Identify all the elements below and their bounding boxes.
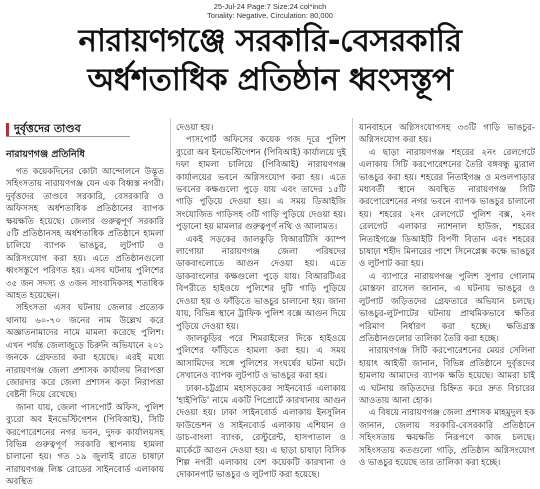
kicker-text: দুর্বৃত্তদের তাণ্ডব (14, 122, 81, 135)
headline-line-1: নারায়ণগঞ্জে সরকারি-বেসরকারি (78, 23, 462, 59)
kicker-rule (6, 136, 130, 137)
paragraph: সহিংসতা এসব ঘটনায় জেলার প্রত্যেক থানায় ৬০-৭০ জনের নাম উল্লেখ করে অজ্ঞাতনামাদের নামে মামলা করেছে পুলিশ। এখন পর্যন্ত জেলাজুড়ে চিরুনি অভিযানে ২০১ জনকে গ্রেফতার করা হয়েছে। এরই মধ্যে নারায়ণগঞ্জ জেলা প্রশাসক কার্যালয় নিরাপত্তা জোরদার করে জেলা প্রশাসন কড়া নিরাপত্তা বেষ্টনী দিয়ে রেখেছে। (6, 303, 164, 401)
paragraph: জালকুড়ির পরে শিমরাইলের দিকে হাইওয়ে পুলিশের ফাঁড়িতে হামলা করা হয়। এ সময় আসামিদের সঙ্গে পুলিশের সংঘর্ষের ঘটনা ঘটে। সেখানেও ব্যাপক লুটপাট ও ভাঙচুর করা হয়। (176, 333, 346, 382)
meta-line-1: 25-Jul-24 Page:7 Size:24 col*inch (213, 2, 327, 11)
paragraph: জানা যায়, জেলা পাসপোর্ট অফিস, পুলিশ ব্যুরো অব ইনভেস্টিগেশন (পিবিআই), সিটি করপোরেশনের নগর ভবন, দুদক কার্যালয়সহ বিভিন্ন গুরুত্বপূর্ণ সরকারি স্থাপনায় হামলা চালানো হয়। গত ১৯ জুলাই রাতে চাষাঢ়া নারায়ণগঞ্জ লিঙ্ক রোডের সাইনবোর্ড এলাকায় অবস্থিত (6, 402, 164, 488)
paragraph: একই সড়কের জালকুড়ি বিআরটিসি ক্যাম্প লাগোয়া নারায়ণগঞ্জ জেলা পরিষদের ডাকবাংলোতে আগুন দেওয়া হয়। এতে ডাকবাংলোর কক্ষগুলো পুড়ে যায়। বিআরটিএর বিপরীতে হাইওয়ে পুলিশের দুটি গাড়ি পুড়িয়ে দেওয়া হয় ও ফাঁড়িতে ভাঙচুর চালানো হয়। জানা যায়, বিভিন্ন স্থানে ট্রাফিক পুলিশ বক্সে আগুন দিয়ে পুড়িয়ে দেওয়া হয়। (176, 234, 346, 332)
article-column-1 (6, 166, 164, 488)
meta-line-2: Tonality: Negative, Circulation: 80,000 (207, 11, 333, 20)
article-column-3 (359, 122, 535, 468)
paragraph: পাসপোর্ট অফিসের কয়েক গজ দূরে পুলিশ ব্যুরো অব ইনভেস্টিগেশন (পিবিআই) কার্যালয়ে দুই দফা হামলা চালিয়ে (পিবিআই) নারায়ণগঞ্জ কার্যালয়ের ভবনে অগ্নিসংযোগ করা হয়। এতে ভবনের কক্ষগুলো পুড়ে যায় এবং তাদের ১৫টি গাড়ি পুড়িয়ে দেওয়া হয়। এ সময় ডিআইজি সংযোজিত গাড়িসহ ৩টি গাড়ি পুড়িয়ে দেওয়া হয়। পুড়ানো হয় মামলার গুরুত্বপূর্ণ নথি ও আলামত। (176, 135, 346, 233)
kicker-bar (6, 123, 9, 136)
byline: নারায়ণগঞ্জ প্রতিনিধি (6, 149, 85, 160)
paragraph: নারায়ণগঞ্জ সিটি করপোরেশনের মেয়র সেলিনা হায়াৎ আইভী জানান, বিভিন্ন প্রতিষ্ঠানে দুর্বৃত্তদের হামলায় আমাদের ব্যাপক ক্ষতি হয়েছে। আমরা চাই এ ঘটনায় জড়িতদের চিহ্নিত করে দ্রুত বিচারের আওতায় আনা হোক। (359, 346, 535, 406)
headline (0, 22, 540, 100)
paragraph: এ বিষয়ে নারায়ণগঞ্জ জেলা প্রশাসক মাহমুদুল হক জানান, জেলায় সরকারি-বেসরকারি প্রতিষ্ঠানে সহিংসতায় ক্ষয়ক্ষতি নিরূপণে কাজ চলছে। সহিংসতায় কতগুলো গাড়ি, প্রতিষ্ঠান অগ্নিসংযোগ ও ভাঙচুর হয়েছে তার তালিকা করা হচ্ছে। (359, 408, 535, 468)
column-divider (170, 118, 171, 440)
clipping-meta (0, 2, 540, 20)
paragraph: ঢাকা-চট্টগ্রাম মহাসড়কের সাইনবোর্ড এলাকায় 'হাইপিডি' নামে একটি পিপ্রোর্টে কারখানায় আগুন দেওয়া হয়। ঢাকা সাইনবোর্ড এলাকায় ইনসুলিন ফাউন্ডেশন ও সাইনবোর্ড এলাকায় এশিয়ান ও ডাচ-বাংলা ব্যাংক, রেস্টুরেন্ট, হাসপাতাল ও মার্কেটে আগুন দেওয়া হয়। এ ছাড়া চাষাঢ়া বিসিক শিল্প নগরী এলাকায় বেশ কয়েকটি কারখানা ও দোকানপাট ভাঙচুর ও লুটপাট করা হয়েছে। (176, 383, 346, 481)
headline-line-2: অর্ধশতাধিক প্রতিষ্ঠান ধ্বংসস্তূপ (87, 62, 453, 98)
paragraph: যানবাহনে অগ্নিসংযোগসহ ৩৩টি গাড়ি ভাঙচুর-অগ্নিসংযোগ করা হয়। (359, 123, 535, 146)
article-column-2 (176, 122, 346, 481)
column-divider (352, 118, 353, 440)
paragraph: দেওয়া হয়। (176, 123, 214, 133)
paragraph: এ ব্যাপারে নারায়ণগঞ্জ পুলিশ সুপার গোলাম মোস্তফা রাসেল জানান, এ ঘটনায় ভাঙচুর ও লুটপাট জড়িতদের গ্রেফতারে অভিযান চলছে। ভাঙচুর-লুটপাটের ঘটনায় প্রাথমিকভাবে ক্ষতির পরিমাণ নির্ধারণ করা হচ্ছে। ক্ষতিগ্রস্ত প্রতিষ্ঠানগুলোর তালিকা তৈরি করা হচ্ছে। (359, 271, 535, 344)
paragraph: এ ছাড়া নারায়ণগঞ্জ শহরের ২নং রেলগেটে এলাকায় সিটি করপোরেশনের তৈরি বঙ্গবন্ধু ম্যুরাল ভাঙচুর করা হয়। শহরের নিতাইগঞ্জ ও মণ্ডলপাড়ার মধ্যবর্তী স্থানে অবস্থিত নারায়ণগঞ্জ সিটি করপোরেশনের নগর ভবনে ব্যাপক ভাঙচুর চালানো হয়। শহরের ২নং রেলগেটে পুলিশ বক্স, ২নং রেলগেট এলাকার ন্যাশনাল হাউজ, শহরের নিতাইগঞ্জে ডিআইটি বিপণী বিতান এবং শহরের চাষাঢ়া শহীদ মিনারের পাশে সিনেপ্লেক্স কক্ষে ভাঙচুর ও লুটপাট করা হয়। (359, 147, 535, 270)
paragraph: গত কয়েকদিনের কোটা আন্দোলনে উদ্ভূত সহিংসতায় নারায়ণগঞ্জ যেন এক বিধ্বস্ত নগরী। দুর্বৃত্তদের তাণ্ডবে সরকারি, বেসরকারি ও অফিসসহ অর্ধশতাধিক প্রতিষ্ঠানের ব্যাপক ক্ষয়ক্ষতি হয়েছে। জেলার গুরুত্বপূর্ণ সরকারি ৫টি প্রতিষ্ঠানসহ অর্ধশতাধিক প্রতিষ্ঠানে হামলা চালিয়ে ব্যাপক ভাঙচুর, লুটপাট ও অগ্নিসংযোগ করা হয়। এতে প্রতিষ্ঠানগুলো ধ্বংসস্তূপে পরিণত হয়। এসব ঘটনায় পুলিশের ৩৫ জন সদস্য ও ৩জন সাংবাদিকসহ শতাধিক আহত হয়েছেন। (6, 167, 164, 302)
